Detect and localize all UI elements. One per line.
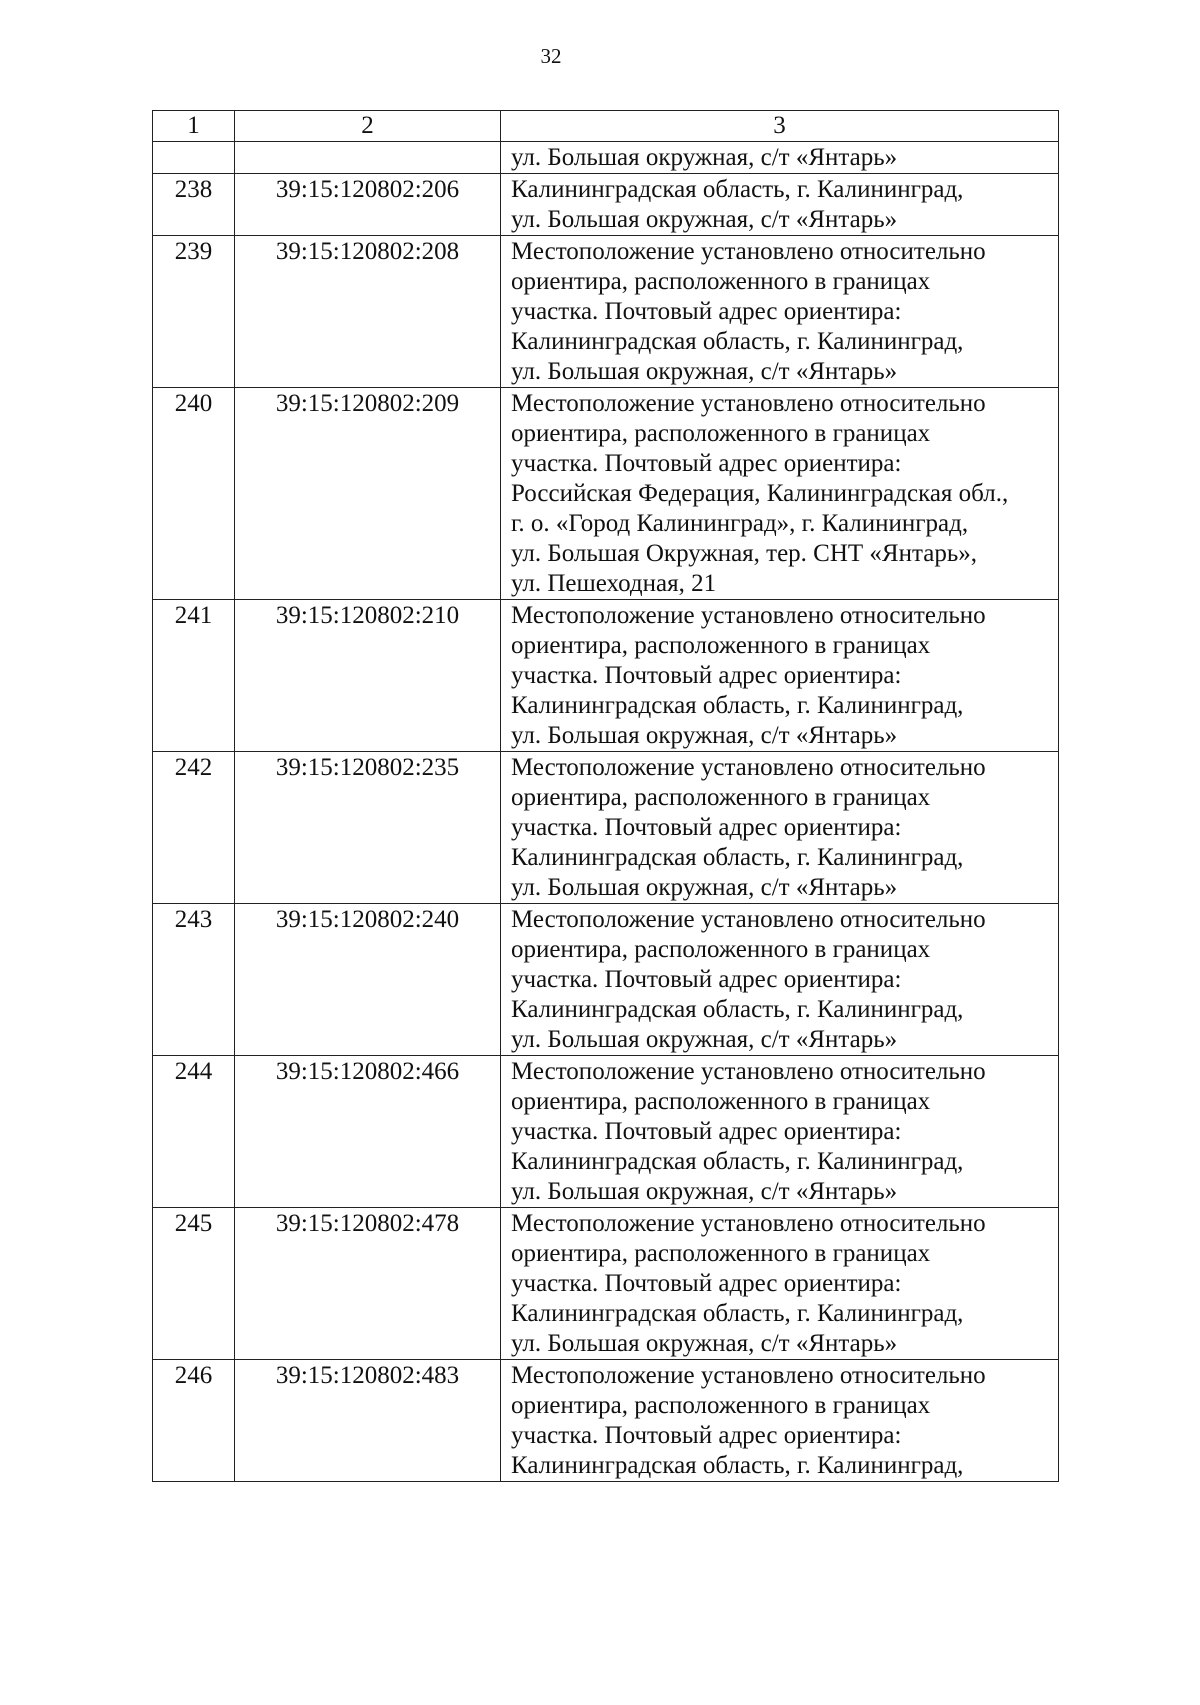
row-number: 242: [153, 752, 235, 904]
cadastral-number: 39:15:120802:235: [235, 752, 501, 904]
table-row: [153, 1056, 1059, 1208]
row-number: [153, 142, 235, 174]
parcel-table: [152, 110, 1059, 1482]
table-row: [153, 388, 1059, 600]
column-header-cadastral: 2: [235, 111, 501, 142]
cadastral-number: 39:15:120802:206: [235, 174, 501, 236]
cadastral-number: [235, 142, 501, 174]
table-row: [153, 600, 1059, 752]
row-number: 241: [153, 600, 235, 752]
address-cell: Местоположение установлено относительно ориентира, расположенного в границах участка. Почтовый адрес ориентира: Калининградская область, г. Калининград, ул. Большая окружная, с/т «Янтарь»: [501, 1056, 1059, 1208]
page-number: 32: [540, 44, 562, 68]
address-cell: ул. Большая окружная, с/т «Янтарь»: [501, 142, 1059, 174]
address-cell: Местоположение установлено относительно ориентира, расположенного в границах участка. Почтовый адрес ориентира: Калининградская область, г. Калининград, ул. Большая окружная, с/т «Янтарь»: [501, 1208, 1059, 1360]
column-header-address: 3: [501, 111, 1059, 142]
address-cell: Местоположение установлено относительно ориентира, расположенного в границах участка. Почтовый адрес ориентира: Калининградская область, г. Калининград, ул. Большая окружная, с/т «Янтарь»: [501, 600, 1059, 752]
cadastral-number: 39:15:120802:210: [235, 600, 501, 752]
row-number: 240: [153, 388, 235, 600]
table-row: [153, 1208, 1059, 1360]
cadastral-number: 39:15:120802:208: [235, 236, 501, 388]
cadastral-number: 39:15:120802:466: [235, 1056, 501, 1208]
table-row: [153, 174, 1059, 236]
table-row: [153, 1360, 1059, 1482]
row-number: 238: [153, 174, 235, 236]
row-number: 245: [153, 1208, 235, 1360]
cadastral-number: 39:15:120802:240: [235, 904, 501, 1056]
address-cell: Местоположение установлено относительно ориентира, расположенного в границах участка. Почтовый адрес ориентира: Калининградская область, г. Калининград,: [501, 1360, 1059, 1482]
table-header-row: [153, 111, 1059, 142]
table-row: [153, 904, 1059, 1056]
cadastral-number: 39:15:120802:478: [235, 1208, 501, 1360]
parcel-table-container: [152, 110, 1058, 1482]
table-row: [153, 236, 1059, 388]
address-cell: Местоположение установлено относительно ориентира, расположенного в границах участка. Почтовый адрес ориентира: Калининградская область, г. Калининград, ул. Большая окружная, с/т «Янтарь»: [501, 752, 1059, 904]
table-row: [153, 142, 1059, 174]
cadastral-number: 39:15:120802:483: [235, 1360, 501, 1482]
column-header-number: 1: [153, 111, 235, 142]
row-number: 239: [153, 236, 235, 388]
cadastral-number: 39:15:120802:209: [235, 388, 501, 600]
table-row: [153, 752, 1059, 904]
row-number: 243: [153, 904, 235, 1056]
row-number: 246: [153, 1360, 235, 1482]
address-cell: Калининградская область, г. Калининград, ул. Большая окружная, с/т «Янтарь»: [501, 174, 1059, 236]
address-cell: Местоположение установлено относительно ориентира, расположенного в границах участка. Почтовый адрес ориентира: Российская Федерация, Калининградская обл., г. о. «Город Калининград», г. Калининград, ул. Большая Окружная, тер. СНТ «Янтарь», ул. Пешеходная, 21: [501, 388, 1059, 600]
row-number: 244: [153, 1056, 235, 1208]
address-cell: Местоположение установлено относительно ориентира, расположенного в границах участка. Почтовый адрес ориентира: Калининградская область, г. Калининград, ул. Большая окружная, с/т «Янтарь»: [501, 236, 1059, 388]
address-cell: Местоположение установлено относительно ориентира, расположенного в границах участка. Почтовый адрес ориентира: Калининградская область, г. Калининград, ул. Большая окружная, с/т «Янтарь»: [501, 904, 1059, 1056]
